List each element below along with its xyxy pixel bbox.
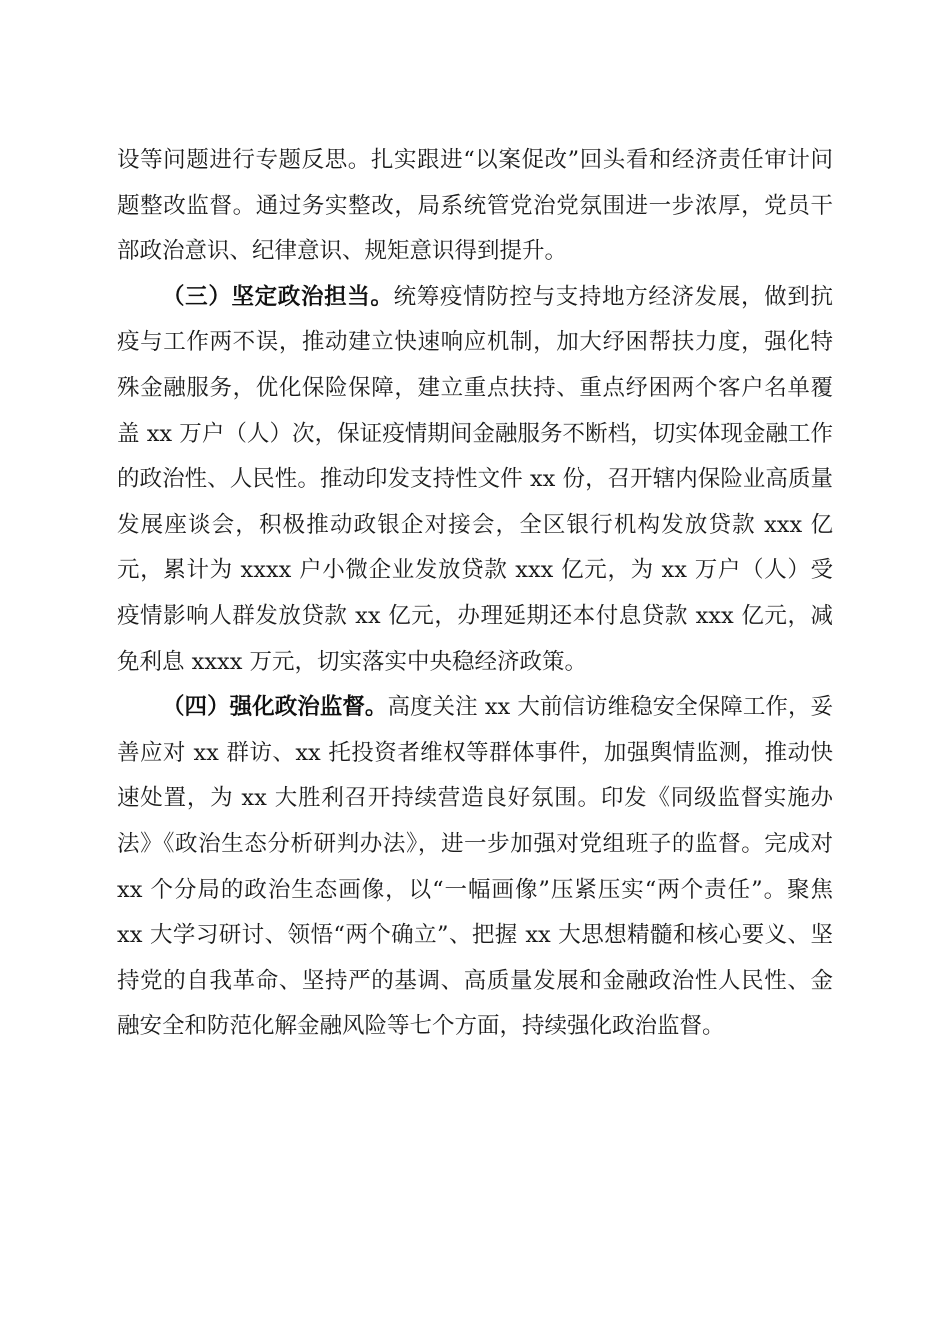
paragraph-continuation xyxy=(117,138,833,275)
paragraph-body: 高度关注 xx 大前信访维稳安全保障工作，妥善应对 xx 群访、xx 托投资者维权等群体事件，加强舆情监测，推动快速处置，为 xx 大胜利召开持续营造良好氛围。印发《同级监督实施办法》《政治生态分析研判办法》，进一步加强对党组班子的监督。完成对 xx 个分局的政治生态画像，以“一幅画像”压紧压实“两个责任”。聚焦 xx 大学习研讨、领悟“两个确立”、把握 xx 大思想精髓和核心要义、坚持党的自我革命、坚持严的基调、高质量发展和金融政治性人民性、金融安全和防范化解金融风险等七个方面，持续强化政治监督。 xyxy=(117,694,833,1040)
paragraph-political-supervision xyxy=(117,685,833,1050)
section-heading-three: （三）坚定政治担当。 xyxy=(162,283,394,310)
paragraph-body: 统筹疫情防控与支持地方经济发展，做到抗疫与工作两不误，推动建立快速响应机制，加大纾困帮扶力度，强化特殊金融服务，优化保险保障，建立重点扶持、重点纾困两个客户名单覆盖 xx 万户（人）次，保证疫情期间金融服务不断档，切实体现金融工作的政治性、人民性。推动印发支持性文件 xx 份，召开辖内保险业高质量发展座谈会，积极推动政银企对接会，全区银行机构发放贷款 xxx 亿元，累计为 xxxx 户小微企业发放贷款 xxx 亿元，为 xx 万户（人）受疫情影响人群发放贷款 xx 亿元，办理延期还本付息贷款 xxx 亿元，减免利息 xxxx 万元，切实落实中央稳经济政策。 xyxy=(117,283,833,675)
paragraph-political-responsibility xyxy=(117,275,833,685)
paragraph-body: 设等问题进行专题反思。扎实跟进“以案促改”回头看和经济责任审计问题整改监督。通过务实整改，局系统管党治党氛围进一步浓厚，党员干部政治意识、纪律意识、规矩意识得到提升。 xyxy=(117,147,833,265)
section-heading-four: （四）强化政治监督。 xyxy=(162,694,388,721)
document-body xyxy=(117,138,833,1050)
